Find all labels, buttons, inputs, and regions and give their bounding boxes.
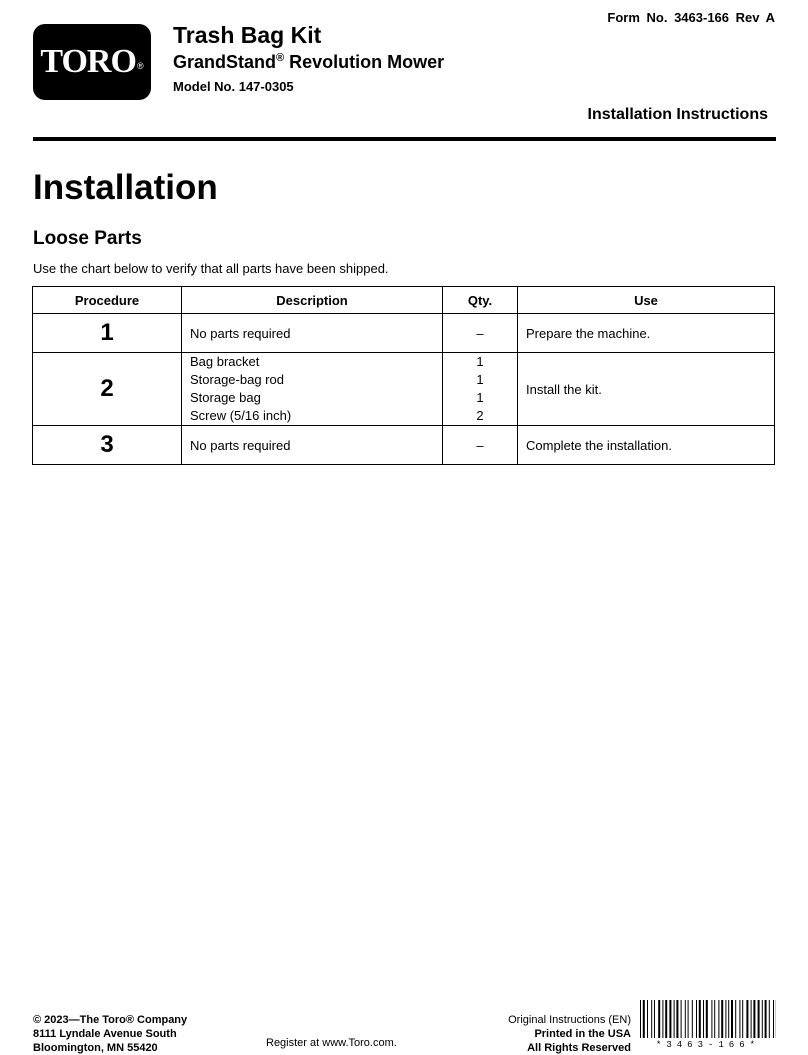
procedure-number: 1	[33, 314, 182, 353]
printed-in: Printed in the USA	[534, 1028, 631, 1040]
procedure-number: 2	[33, 353, 182, 426]
use-cell: Complete the installation.	[518, 426, 775, 465]
barcode-text: *3463-166*	[655, 1040, 760, 1050]
subtitle-rest: Revolution Mower	[284, 52, 445, 72]
address-line-2: Bloomington, MN 55420	[33, 1042, 158, 1054]
description-cell	[182, 353, 443, 426]
logo-registered-mark: ®	[136, 61, 144, 71]
barcode-icon	[640, 1000, 776, 1042]
copyright-line: © 2023—The Toro® Company	[33, 1014, 188, 1026]
section-heading: Installation	[33, 168, 218, 207]
model-number: Model No. 147-0305	[173, 79, 294, 94]
table-row	[33, 314, 775, 353]
intro-text: Use the chart below to verify that all parts have been shipped.	[33, 261, 389, 276]
instructions-type: Installation Instructions	[587, 106, 768, 123]
subtitle-registered-mark: ®	[276, 52, 285, 64]
use-cell: Prepare the machine.	[518, 314, 775, 353]
procedure-number: 3	[33, 426, 182, 465]
logo-text: TORO	[40, 43, 136, 80]
qty-line: 2	[476, 408, 484, 423]
description-line: Storage bag	[190, 390, 261, 405]
footer-print-info	[508, 1013, 631, 1055]
loose-parts-table	[32, 286, 775, 465]
table-row	[33, 426, 775, 465]
description-line: Storage-bag rod	[190, 372, 284, 387]
qty-cell: –	[443, 426, 518, 465]
section-subheading: Loose Parts	[33, 228, 142, 249]
table-row	[33, 353, 775, 426]
qty-cell: –	[443, 314, 518, 353]
rights-reserved: All Rights Reserved	[527, 1042, 631, 1054]
description-cell: No parts required	[182, 314, 443, 353]
header-divider	[33, 137, 776, 141]
footer-company-info	[33, 1013, 187, 1055]
description-cell: No parts required	[182, 426, 443, 465]
description-line: Bag bracket	[190, 354, 260, 369]
header-procedure: Procedure	[33, 287, 182, 314]
document-title: Trash Bag Kit	[173, 22, 322, 48]
qty-line: 1	[476, 354, 484, 369]
form-number: Form No. 3463-166 Rev A	[607, 10, 775, 25]
description-line: Screw (5/16 inch)	[190, 408, 292, 423]
subtitle-brand: GrandStand	[173, 52, 277, 72]
header-use: Use	[518, 287, 775, 314]
table-header-row	[33, 287, 775, 314]
register-link[interactable]: Register at www.Toro.com.	[266, 1037, 397, 1049]
header-qty: Qty.	[443, 287, 518, 314]
qty-cell	[443, 353, 518, 426]
toro-logo	[33, 24, 151, 100]
qty-line: 1	[476, 372, 484, 387]
use-cell: Install the kit.	[518, 353, 775, 426]
address-line-1: 8111 Lyndale Avenue South	[33, 1028, 177, 1040]
original-instructions: Original Instructions (EN)	[508, 1014, 631, 1026]
header-description: Description	[182, 287, 443, 314]
document-subtitle	[173, 52, 444, 73]
qty-line: 1	[476, 390, 484, 405]
